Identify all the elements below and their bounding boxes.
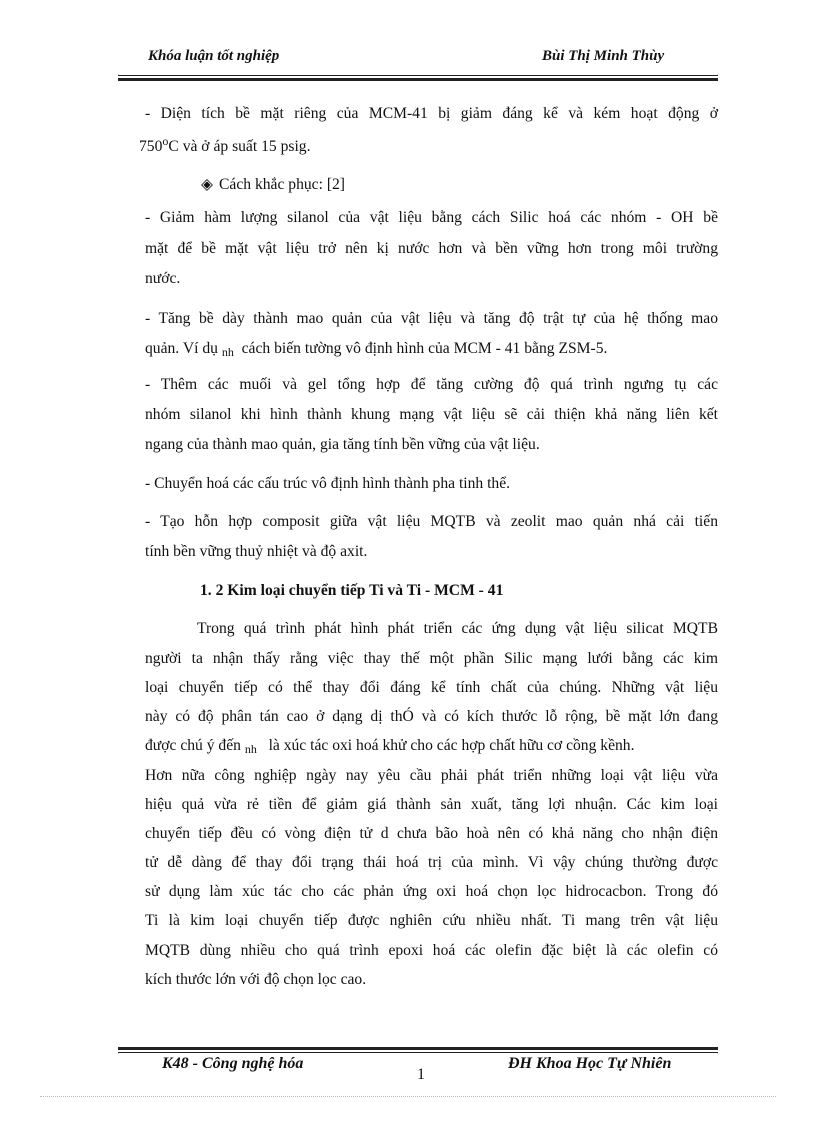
footer-department: K48 - Công nghệ hóa [162,1055,304,1072]
text-line: Hơn nữa công nghiệp ngày nay yêu cầu phải phát triển những loại vật liệu vừa [145,767,718,784]
text-line: - Chuyển hoá các cấu trúc vô định hình thành pha tinh thể. [145,475,511,492]
section-heading: 1. 2 Kim loại chuyển tiếp Ti và Ti - MCM - 41 [200,582,504,599]
text-line: hiệu quả vừa rẻ tiền để giảm giá thành sản xuất, tăng lợi nhuận. Các kim loại [145,796,718,813]
text-line: - Tăng bề dày thành mao quản của vật liệu và tăng độ trật tự của hệ thống mao [145,310,718,327]
footer-rule-thin [118,1052,718,1053]
header-left-title: Khóa luận tốt nghiệp [148,48,280,64]
header-rule-thick [118,78,718,81]
text-line: sử dụng làm xúc tác cho các phản ứng oxi hoá chọn lọc hidrocacbon. Trong đó [145,883,718,900]
text-line: Ti là kim loại chuyển tiếp được nghiên cứu nhiều nhất. Ti mang trên vật liệu [145,912,718,929]
text-line: - Tạo hỗn hợp composit giữa vật liệu MQTB và zeolit mao quản nhá cải tiến [145,513,718,530]
text-line: người ta nhận thấy rằng việc thay thế một phần Silic mạng lưới bằng các kim [145,650,718,667]
footer-university: ĐH Khoa Học Tự Nhiên [508,1055,672,1072]
text-line: - Diện tích bề mặt riêng của MCM-41 bị giảm đáng kể và kém hoạt động ở [145,105,718,122]
text-line: được chú ý đến $_{nh}$ là xúc tác oxi hoá khử cho các hợp chất hữu cơ cồng kềnh. [145,737,635,756]
diamond-bullet-icon: ◈ [201,176,213,193]
text-line: Trong quá trình phát hình phát triển các ứng dụng vật liệu silicat MQTB [197,620,718,637]
page-header [118,46,718,74]
header-author: Bùi Thị Minh Thùy [542,48,665,64]
footer-rule-thick [118,1047,718,1050]
text-line: nhóm silanol khi hình thành khung mạng vật liệu sẽ cải thiện khả năng liên kết [145,406,718,423]
text-line: nước. [145,270,181,287]
text-line: chuyển tiếp đều có vòng điện tử d chưa bão hoà nên có khả năng cho nhận điện [145,825,718,842]
text-line: - Thêm các muối và gel tổng hợp để tăng cường độ quá trình ngưng tụ các [145,376,718,393]
text-line: MQTB dùng nhiều cho quá trình epoxi hoá các olefin đặc biệt là các olefin có [145,942,718,959]
text-line: - Giảm hàm lượng silanol của vật liệu bằng cách Silic hoá các nhóm - OH bề [145,209,718,226]
text-line: quản. Ví dụ $_{nh}$ cách biến tường vô định hình của MCM - 41 bằng ZSM-5. [145,340,608,359]
text-line: loại chuyển tiếp có thể thay đổi đáng kể tính chất của chúng. Những vật liệu [145,679,718,696]
text-line: này có độ phân tán cao ở dạng dị thÓ và có kích thước lỗ rộng, bề mặt lớn đang [145,708,718,725]
text-line: mặt để bề mặt vật liệu trở nên kị nước hơn và bền vững hơn trong môi trường [145,240,718,257]
remedy-line: ◈ Cách khắc phục: [2] [201,176,345,193]
text-line: tính bền vững thuỷ nhiệt và độ axit. [145,543,368,560]
text-line: ngang của thành mao quản, gia tăng tính bền vững của vật liệu. [145,436,540,453]
text-line: tử dễ dàng để thay đổi trạng thái hoá trị của mình. Vì vậy chúng thường được [145,854,718,871]
text-line: kích thước lớn với độ chọn lọc cao. [145,971,367,988]
header-rule-thin [118,75,718,76]
text-line: 750$^o$C và ở áp suất 15 psig. [139,134,311,156]
page-bottom-dotted-line [40,1096,776,1097]
page-number: 1 [417,1066,425,1083]
